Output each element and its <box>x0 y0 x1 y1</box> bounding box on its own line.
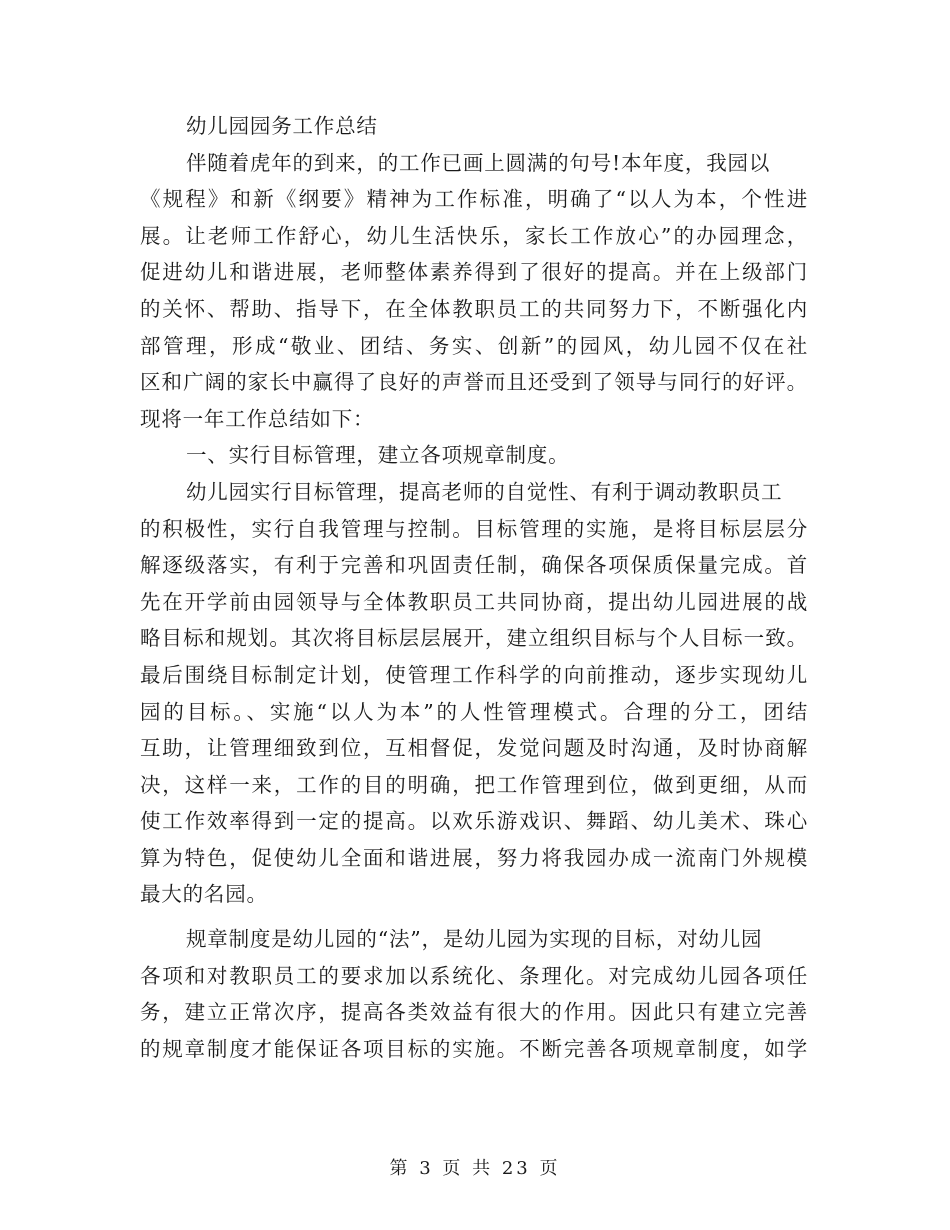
paragraph-3-line-5: 略目标和规划。其次将目标层层展开，建立组织目标与个人目标一致。 <box>140 626 808 651</box>
paragraph-3-line-8: 互助，让管理细致到位，互相督促，发觉问题及时沟通，及时协商解 <box>140 736 808 761</box>
paragraph-3-line-11: 算为特色，促使幼儿全面和谐进展，努力将我园办成一流南门外规模 <box>140 845 808 870</box>
paragraph-1-line-7: 区和广阔的家长中赢得了良好的声誉而且还受到了领导与同行的好评。 <box>140 370 808 395</box>
paragraph-1-line-4: 促进幼儿和谐进展，老师整体素养得到了很好的提高。并在上级部门 <box>140 260 808 285</box>
section-heading-1: 一、实行目标管理，建立各项规章制度。 <box>186 443 570 468</box>
paragraph-3-line-6: 最后围绕目标制定计划，使管理工作科学的向前推动，逐步实现幼儿 <box>140 662 808 687</box>
paragraph-1-line-2: 《规程》和新《纲要》精神为工作标准，明确了“以人为本，个性进 <box>140 187 808 212</box>
page-number-footer: 第 3 页 共 23 页 <box>389 1158 561 1179</box>
document-title: 幼儿园园务工作总结 <box>186 114 378 138</box>
document-body <box>140 108 808 1067</box>
paragraph-3-line-7: 园的目标。、实施“以人为本”的人性管理模式。合理的分工，团结 <box>140 699 808 724</box>
paragraph-1-line-5: 的关怀、帮助、指导下，在全体教职员工的共同努力下，不断强化内 <box>140 296 808 321</box>
paragraph-4-line-3: 务，建立正常次序，提高各类效益有很大的作用。因此只有建立完善 <box>140 1000 808 1025</box>
paragraph-1-line-1: 伴随着虎年的到来，的工作已画上圆满的句号!本年度，我园以 <box>186 150 771 175</box>
paragraph-gap <box>140 913 808 921</box>
paragraph-3-line-9: 决，这样一来，工作的目的明确，把工作管理到位，做到更细，从而 <box>140 772 808 797</box>
paragraph-3-line-4: 先在开学前由园领导与全体教职员工共同协商，提出幼儿园进展的战 <box>140 589 808 614</box>
paragraph-3-line-2: 的积极性，实行自我管理与控制。目标管理的实施，是将目标层层分 <box>140 516 808 541</box>
paragraph-4-line-2: 各项和对教职员工的要求加以系统化、条理化。对完成幼儿园各项任 <box>140 963 808 988</box>
paragraph-3-line-10: 使工作效率得到一定的提高。以欢乐游戏识、舞蹈、幼儿美术、珠心 <box>140 809 808 834</box>
paragraph-1-line-8: 现将一年工作总结如下： <box>140 406 375 431</box>
paragraph-3-line-12: 最大的名园。 <box>140 882 268 907</box>
paragraph-3-line-1: 幼儿园实行目标管理，提高老师的自觉性、有利于调动教职员工 <box>186 479 783 504</box>
paragraph-1-line-3: 展。让老师工作舒心，幼儿生活快乐，家长工作放心”的办园理念， <box>140 223 808 248</box>
paragraph-4-line-1: 规章制度是幼儿园的“法”，是幼儿园为实现的目标，对幼儿园 <box>186 927 763 952</box>
paragraph-1-line-6: 部管理，形成“敬业、团结、务实、创新”的园风，幼儿园不仅在社 <box>140 333 808 358</box>
paragraph-3-line-3: 解逐级落实，有利于完善和巩固责任制，确保各项保质保量完成。首 <box>140 553 808 578</box>
paragraph-4-line-4: 的规章制度才能保证各项目标的实施。不断完善各项规章制度，如学 <box>140 1036 808 1061</box>
